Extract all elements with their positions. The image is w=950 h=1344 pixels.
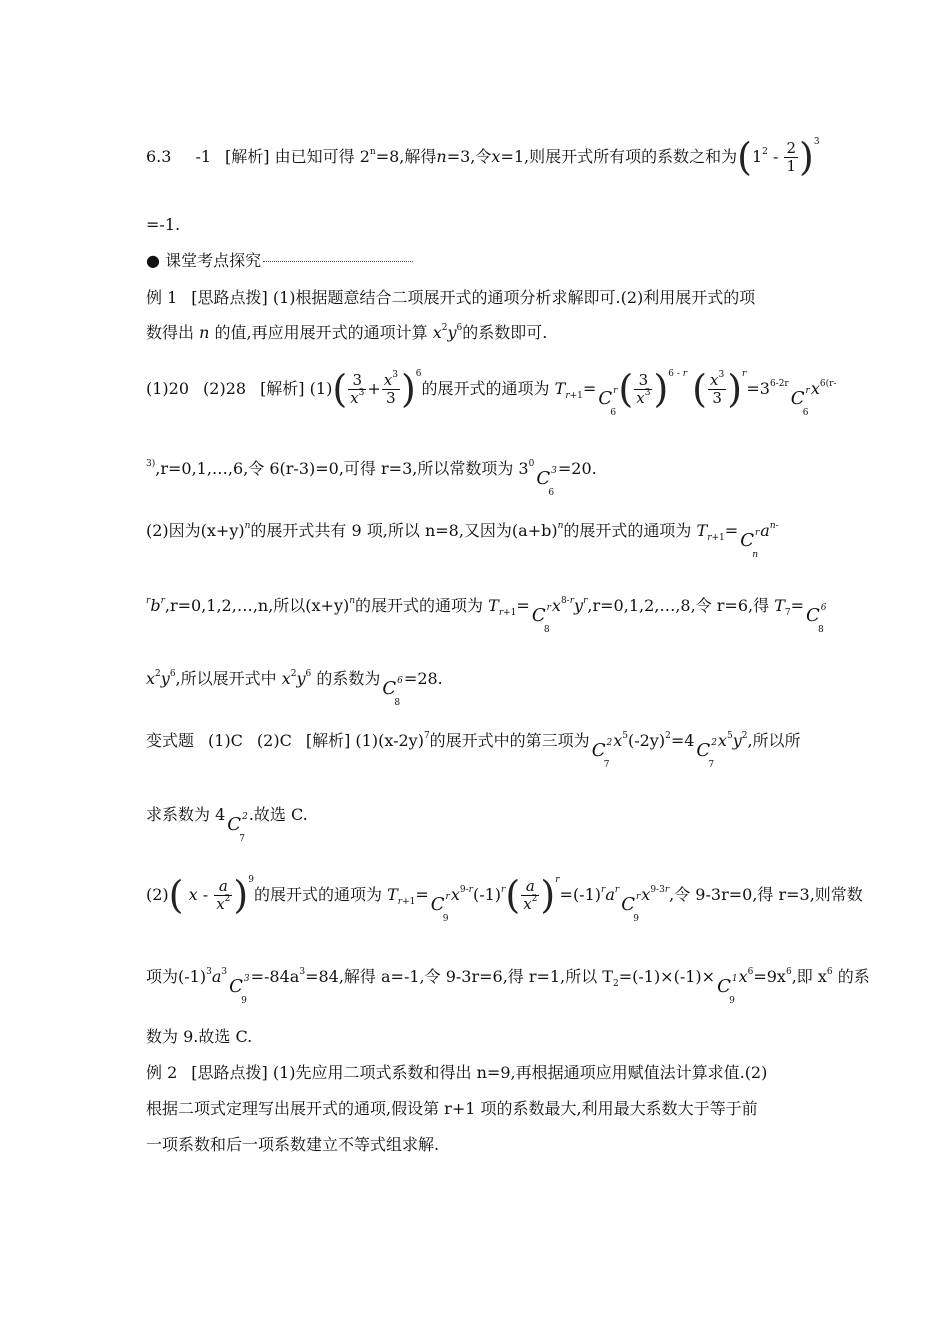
example2-line2: 根据二项式定理写出展开式的通项,假设第 r+1 项的系数最大,利用最大系数大于等于前 <box>146 1099 758 1118</box>
example2-line3: 一项系数和后一项系数建立不等式组求解. <box>146 1135 440 1154</box>
example1-hint-line1: 例 1 [思路点拨] (1)根据题意结合二项展开式的通项分析求解即可.(2)利用展开式的项 <box>146 288 756 307</box>
answer-6-3-line: 6.3 -1 [解析] 由已知可得 $2^n=8$,解得n=3,令x=1,则展开式所有项的系数之和为($1^2$ - $\frac{2}{1}$ )$^3$ <box>146 135 820 179</box>
example2-label: 例 2 <box>146 1063 178 1082</box>
variant-label: 变式题 <box>146 731 195 750</box>
dotted-leader <box>263 261 413 262</box>
fraction: $\frac{2}{1}$ <box>786 139 796 175</box>
variant-line5: 数为 9.故选 C. <box>146 1027 253 1046</box>
section-heading <box>146 250 810 272</box>
example1-hint-line2: 数得出 n 的值,再应用展开式的通项计算 $x^2y^6$的系数即可. <box>146 323 548 342</box>
example1-solution-line2: $^{3)}$,r=0,1,…,6,令 6(r-3)=0,可得 r=3,所以常数项为 $3^0C$ 6 $^3$=20. <box>146 459 597 498</box>
section-title: 课堂考点探究 <box>165 251 262 270</box>
example1-solution-line3: (2)因为$(x+y)^n$的展开式共有 9 项,所以 n=8,又因为$(a+b)^n$的展开式的通项为 $T_{r+1}= C$ n $^ra^{n-}$ <box>146 521 779 560</box>
answer-result: =-1. <box>146 215 181 234</box>
example1-solution-line5: $x^2y^6$,所以展开式中 $x^2y^6$ 的系数为 C 8 $^6$=28. <box>146 669 443 708</box>
variant-line4: 项为$(-1)^3a^3C$ 9 $^3=-84a^3=84$,解得 a=-1,令 9-3r=6,得 r=1,所以 $T_2=(-1)\times(-1)\times C$ 9 $^1x^6=9x^6$,即 $x^6$ 的系 <box>146 967 870 1006</box>
answer-value: -1 <box>195 147 212 166</box>
example2-line1: 例 2 [思路点拨] (1)先应用二项式系数和得出 n=9,再根据通项应用赋值法计算求值.(2) <box>146 1063 768 1082</box>
bullet-icon: ● <box>146 251 160 270</box>
example1-solution-line1: (1)20 (2)28 [解析] (1)( $\frac{3}{x^3}$ + $\frac{x^3}{3}$ )$^6$的展开式的通项为 $T_{r+1}= C$ 6 $^r$( $\frac{3}{x^3}$ )$^{6 - r}$ ( $\frac{x^3}{3}$ )$^r=3^{6-2r}C$ 6 $^rx^{6(r-}$ <box>146 367 837 418</box>
example1-solution-line4: $^rb^r,r=0,1,2,\dots,n$,所以$(x+y)^n$的展开式的通项为 $T_{r+1}= C$ 8 $^rx^{8-r}y^r,r=0,1,2,\dots,8$,令 r=6,得 $T_7= C$ 8 $^6$ <box>146 596 827 635</box>
analysis-tag: [解析] <box>225 147 270 166</box>
example1-label: 例 1 <box>146 288 178 307</box>
variant-line3: (2)( x - $\frac{a}{x^2}$ )$^9$的展开式的通项为 $T_{r+1}= C$ 9 $^rx^{9-r}(-1)^r$( $\frac{a}{x^2}$ )$^r=(-1)^ra^rC$ 9 $^rx^{9-3r}$,令 9-3r=0,得 r=3,则常数 <box>146 873 863 924</box>
variant-line1: 变式题 (1)C (2)C [解析] $(1)(x-2y)^7$的展开式中的第三项为 C 7 $^2x^5(-2y)^2=4$ C 7 $^2x^5y^2$,所以所 <box>146 731 801 770</box>
answer-label: 6.3 <box>146 147 172 166</box>
variant-line2: 求系数为 4 C 7 $^2$.故选 C. <box>146 805 308 844</box>
